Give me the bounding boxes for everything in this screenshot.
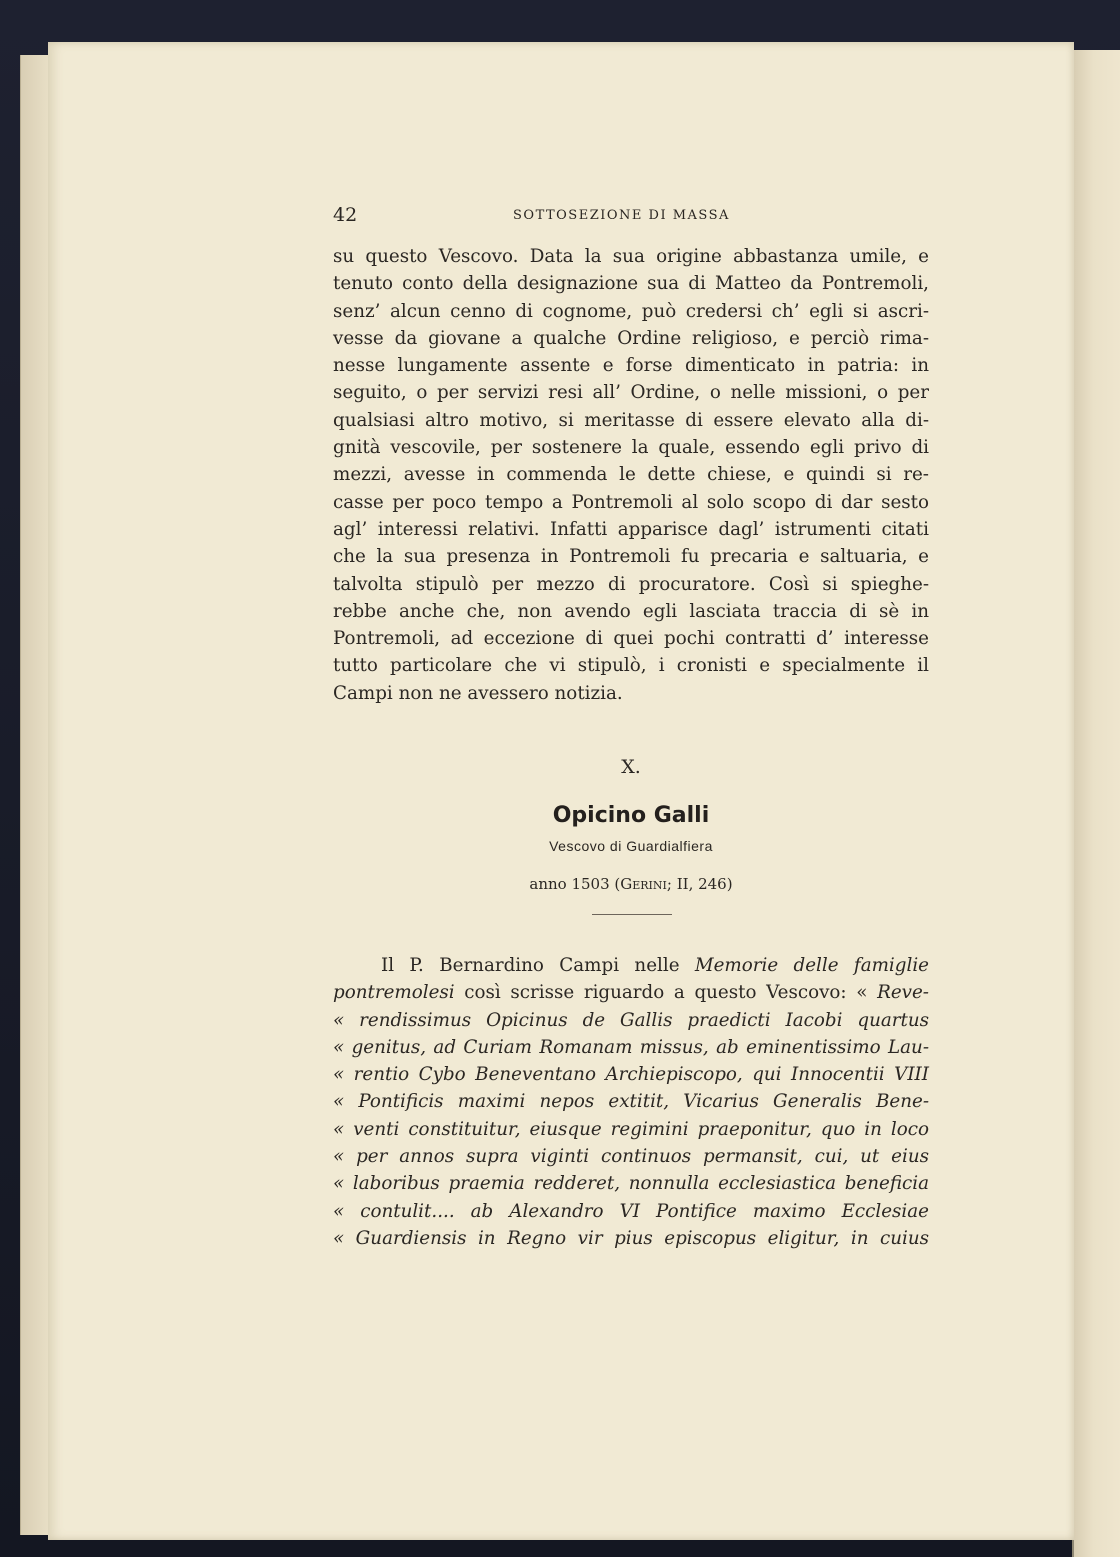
entry-title: Opicino Galli (552, 803, 710, 828)
paragraph-1 (333, 243, 929, 707)
text-line (333, 952, 929, 979)
latin-line: « per annos supra viginti continuos permansit, cui, ut eius (333, 1146, 929, 1168)
page-number: 42 (333, 204, 358, 226)
text-italic: Memorie delle famiglie (694, 955, 929, 976)
paragraph-2 (333, 952, 929, 1252)
text-line: seguito, o per servizi resi all’ Ordine, o nelle missioni, o per (333, 382, 929, 404)
text-line: nesse lungamente assente e forse dimenticato in patria: in (333, 355, 929, 377)
page-header (333, 204, 933, 228)
text-roman: Il P. Bernardino Campi nelle (381, 955, 695, 976)
text-line: che la sua presenza in Pontremoli fu precaria e saltuaria, e (333, 546, 929, 568)
year-prefix: anno 1503 ( (529, 875, 621, 893)
separator-rule (592, 914, 672, 915)
latin-line: « contulit.... ab Alexandro VI Pontifice maximo Ecclesiae (333, 1200, 929, 1222)
latin-line: « rentio Cybo Beneventano Archiepiscopo, qui Innocentii VIII (333, 1064, 929, 1086)
entry-subtitle: Vescovo di Guardialfiera (549, 838, 713, 854)
text-line: Pontremoli, ad eccezione di quei pochi contratti d’ interesse (333, 628, 929, 650)
text-line: vesse da giovane a qualche Ordine religioso, e perciò rima- (333, 327, 929, 349)
text-line: Campi non ne avessero notizia. (333, 682, 623, 704)
text-line: agl’ interessi relativi. Infatti apparisce dagl’ istrumenti citati (333, 518, 929, 540)
text-line: tenuto conto della designazione sua di Matteo da Pontremoli, (333, 273, 929, 295)
year-suffix: ; II, 246) (666, 875, 733, 893)
latin-line: « rendissimus Opicinus de Gallis praedicti Iacobi quartus (333, 1009, 929, 1031)
text-italic: pontremolesi (333, 982, 455, 1004)
latin-line: « Pontificis maximi nepos extitit, Vicarius Generalis Bene- (333, 1091, 929, 1113)
text-roman: così scrisse riguardo a questo Vescovo: « (454, 982, 878, 1004)
text-line (333, 979, 929, 1006)
year-source: Gerini (620, 875, 667, 893)
text-line: rebbe anche che, non avendo egli lasciata traccia di sè in (333, 600, 929, 622)
text-line: casse per poco tempo a Pontremoli al solo scopo di dar sesto (333, 491, 929, 513)
running-head: SOTTOSEZIONE DI MASSA (513, 208, 730, 223)
text-line: tutto particolare che vi stipulò, i cronisti e specialmente il (333, 655, 929, 677)
section-number: X. (621, 756, 641, 778)
latin-line: « Guardiensis in Regno vir pius episcopus eligitur, in cuius (333, 1227, 929, 1249)
latin-line: « genitus, ad Curiam Romanam missus, ab eminentissimo Lau- (333, 1036, 929, 1058)
page-stack-right (1072, 50, 1120, 1557)
text-line: gnità vescovile, per sostenere la quale, essendo egli privo di (333, 437, 929, 459)
text-italic: Reve- (877, 982, 929, 1004)
latin-line: « laboribus praemia redderet, nonnulla ecclesiastica beneficia (333, 1173, 929, 1195)
text-line: talvolta stipulò per mezzo di procuratore. Così si spieghe- (333, 573, 929, 595)
entry-year (333, 875, 929, 893)
text-line: su questo Vescovo. Data la sua origine abbastanza umile, e (333, 246, 929, 267)
text-line: mezzi, avesse in commenda le dette chiese, e quindi si re- (333, 464, 929, 486)
latin-line: « venti constituitur, eiusque regimini praeponitur, quo in loco (333, 1118, 929, 1140)
text-line: senz’ alcun cenno di cognome, può credersi ch’ egli si ascri- (333, 300, 929, 322)
text-line: qualsiasi altro motivo, si meritasse di essere elevato alla di- (333, 409, 929, 431)
